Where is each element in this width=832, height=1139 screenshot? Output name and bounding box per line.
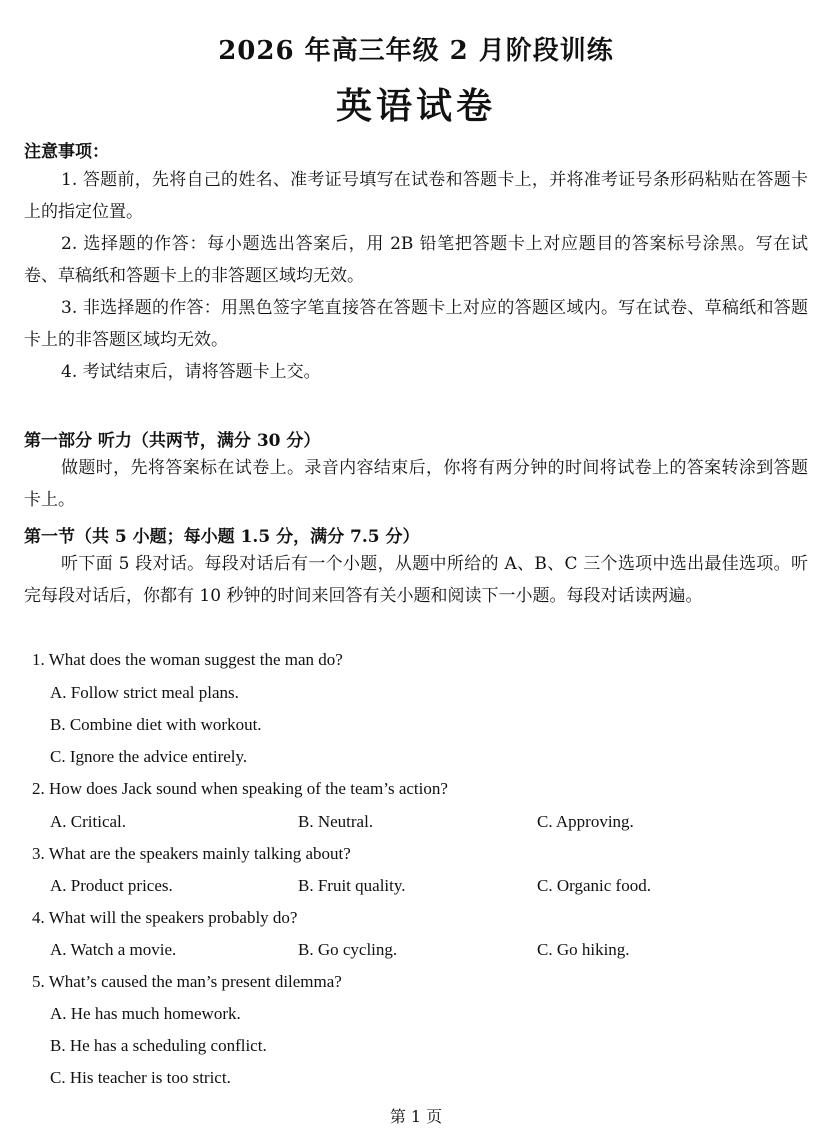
section1-instructions: 听下面 5 段对话。每段对话后有一个小题，从题中所给的 A、B、C 三个选项中选出最佳选项。听完每段对话后，你都有 10 秒钟的时间来回答有关小题和阅读下一小题。每段对话读两遍。 [24,554,808,606]
question-4-stem: 4. What will the speakers probably do? [32,908,298,927]
question-1-option-b: B. Combine diet with workout. [50,715,262,734]
question-3-option-b: B. Fruit quality. [298,876,406,895]
part1-instructions: 做题时，先将答案标在试卷上。录音内容结束后，你将有两分钟的时间将试卷上的答案转涂到答题卡上。 [24,458,808,510]
notice-item-4: 4. 考试结束后，请将答题卡上交。 [61,362,321,382]
notice-item-3: 3. 非选择题的作答：用黑色签字笔直接答在答题卡上对应的答题区域内。写在试卷、草稿纸和答题卡上的非答题区域均无效。 [24,298,808,350]
question-2-option-c: C. Approving. [537,812,634,831]
question-3-option-a: A. Product prices. [50,876,173,895]
question-3-option-c: C. Organic food. [537,876,651,895]
question-5-stem: 5. What’s caused the man’s present dilemma? [32,972,342,991]
section1-heading: 第一节（共 5 小题；每小题 1.5 分，满分 7.5 分） [24,527,420,547]
question-1-stem: 1. What does the woman suggest the man do? [32,650,343,669]
part1-heading: 第一部分 听力（共两节，满分 30 分） [24,431,321,451]
question-1-option-c: C. Ignore the advice entirely. [50,747,248,766]
question-3-stem: 3. What are the speakers mainly talking about? [32,844,351,863]
question-4-option-c: C. Go hiking. [537,940,630,959]
question-2-option-b: B. Neutral. [298,812,374,831]
page-number: 第 1 页 [389,1107,443,1126]
question-2-stem: 2. How does Jack sound when speaking of the team’s action? [32,779,448,798]
notice-item-1: 1. 答题前，先将自己的姓名、准考证号填写在试卷和答题卡上，并将准考证号条形码粘贴在答题卡上的指定位置。 [24,170,808,222]
question-4-option-a: A. Watch a movie. [50,940,177,959]
question-4-option-b: B. Go cycling. [298,940,398,959]
notice-heading: 注意事项： [24,142,109,162]
question-2-option-a: A. Critical. [50,812,127,831]
question-5-option-c: C. His teacher is too strict. [50,1068,231,1087]
exam-title: 2026 年高三年级 2 月阶段训练 [218,36,614,66]
question-5-option-b: B. He has a scheduling conflict. [50,1036,267,1055]
exam-subject-title: 英语试卷 [335,85,496,127]
question-1-option-a: A. Follow strict meal plans. [50,683,239,702]
question-5-option-a: A. He has much homework. [50,1004,241,1023]
notice-item-2: 2. 选择题的作答：每小题选出答案后，用 2B 铅笔把答题卡上对应题目的答案标号涂黑。写在试卷、草稿纸和答题卡上的非答题区域均无效。 [24,234,808,286]
